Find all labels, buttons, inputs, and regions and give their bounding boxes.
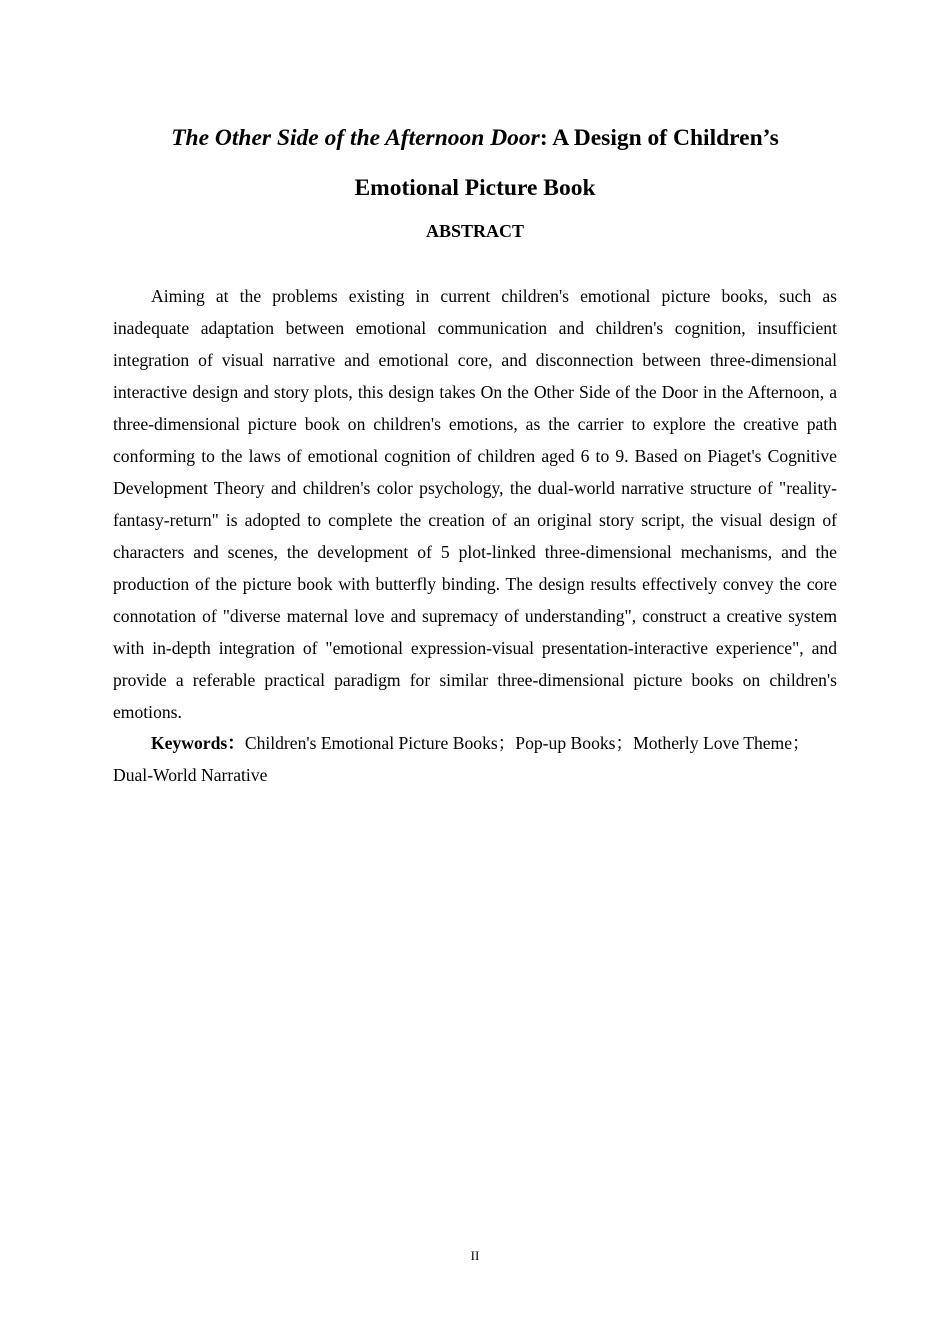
- abstract-body: Aiming at the problems existing in current children's emotional picture books, such as inadequate adaptation between emotional communication and children's cognition, insufficient integration of visual narrative and emotional core, and disconnection between three-dimensional interactive design and story plots, this design takes On the Other Side of the Door in the Afternoon, a three-dimensional picture book on children's emotions, as the carrier to explore the creative path conforming to the laws of emotional cognition of children aged 6 to 9. Based on Piaget's Cognitive Development Theory and children's color psychology, the dual-world narrative structure of "reality-fantasy-return" is adopted to complete the creation of an original story script, the visual design of characters and scenes, the development of 5 plot-linked three-dimensional mechanisms, and the production of the picture book with butterfly binding. The design results effectively convey the core connotation of "diverse maternal love and supremacy of understanding", construct a creative system with in-depth integration of "emotional expression-visual presentation-interactive experience", and provide a referable practical paradigm for similar three-dimensional picture books on children's emotions.: [113, 286, 837, 722]
- page-number: II: [470, 1248, 480, 1263]
- title-rest-line-1: : A Design of Children’s: [539, 125, 779, 151]
- title-line-1: [113, 118, 837, 158]
- abstract-heading: ABSTRACT: [425, 221, 525, 241]
- title-line-2: Emotional Picture Book: [354, 175, 596, 201]
- keywords-label: Keywords：: [151, 733, 245, 753]
- title-italic-part: The Other Side of the Afternoon Door: [171, 125, 540, 151]
- paper-title: [113, 118, 837, 208]
- keywords-text: Children's Emotional Picture Books；Pop-up Books；Motherly Love Theme；Dual-World Narrative: [113, 733, 810, 785]
- keywords-paragraph: [113, 727, 837, 791]
